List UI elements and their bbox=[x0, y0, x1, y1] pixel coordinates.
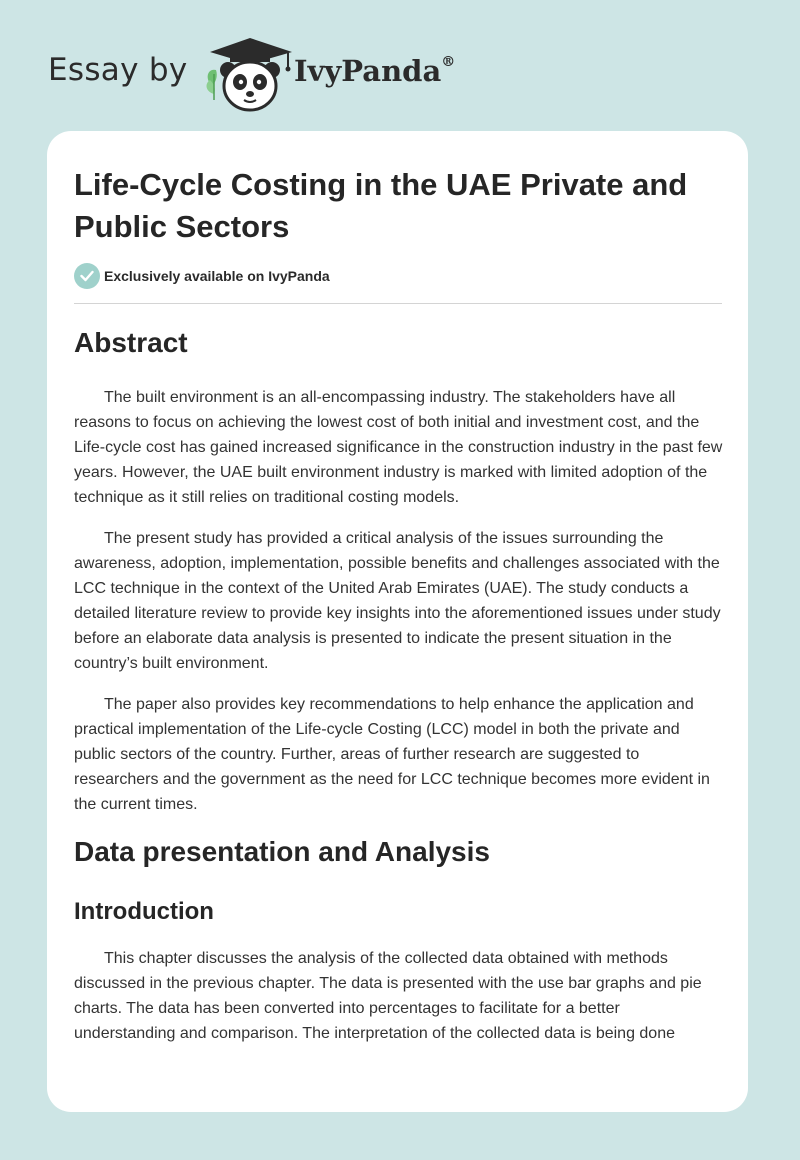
exclusive-label: Exclusively available on IvyPanda bbox=[104, 268, 330, 284]
paragraph: The present study has provided a critical analysis of the issues surrounding the awareness, adoption, implementation, possible benefits and challenges associated with the LCC technique in the context of the United Arab Emirates (UAE). The study conducts a detailed literature review to provide key insights into the aforementioned issues under study before an elaborate data analysis is presented to indicate the present situation in the country’s built environment. bbox=[74, 530, 721, 672]
brand-name: IvyPanda® bbox=[294, 54, 456, 88]
paragraph: This chapter discusses the analysis of the collected data obtained with methods discussed in the previous chapter. The data is presented with the use bar graphs and pie charts. The data has been converted into percentages to facilitate for a better understanding and comparison. The interpretation of the collected data is being done bbox=[74, 950, 702, 1042]
divider bbox=[74, 303, 722, 304]
subheading-introduction: Introduction bbox=[74, 898, 214, 925]
section-heading-abstract: Abstract bbox=[74, 327, 188, 358]
brand-prefix: Essay by bbox=[48, 52, 188, 88]
brand-header[interactable] bbox=[48, 34, 508, 114]
check-icon bbox=[74, 263, 100, 289]
exclusive-badge bbox=[74, 263, 474, 289]
section-heading-data-presentation: Data presentation and Analysis bbox=[74, 836, 490, 867]
page-title: Life-Cycle Costing in the UAE Private and Public Sectors bbox=[74, 167, 688, 244]
article-card bbox=[47, 131, 748, 1112]
paragraph: The built environment is an all-encompassing industry. The stakeholders have all reasons to focus on achieving the lowest cost of both initial and investment cost, and the Life-cycle cost has gained increased significance in the construction industry in the past few years. However, the UAE built environment industry is marked with limited adoption of the technique as it still relies on traditional costing models. bbox=[74, 389, 723, 506]
panda-graduation-cap-icon bbox=[202, 34, 298, 114]
paragraph: The paper also provides key recommendations to help enhance the application and practical implementation of the Life-cycle Costing (LCC) model in both the private and public sectors of the country. Further, areas of further research are suggested to researchers and the government as the need for LCC technique becomes more evident in the current times. bbox=[74, 696, 710, 813]
